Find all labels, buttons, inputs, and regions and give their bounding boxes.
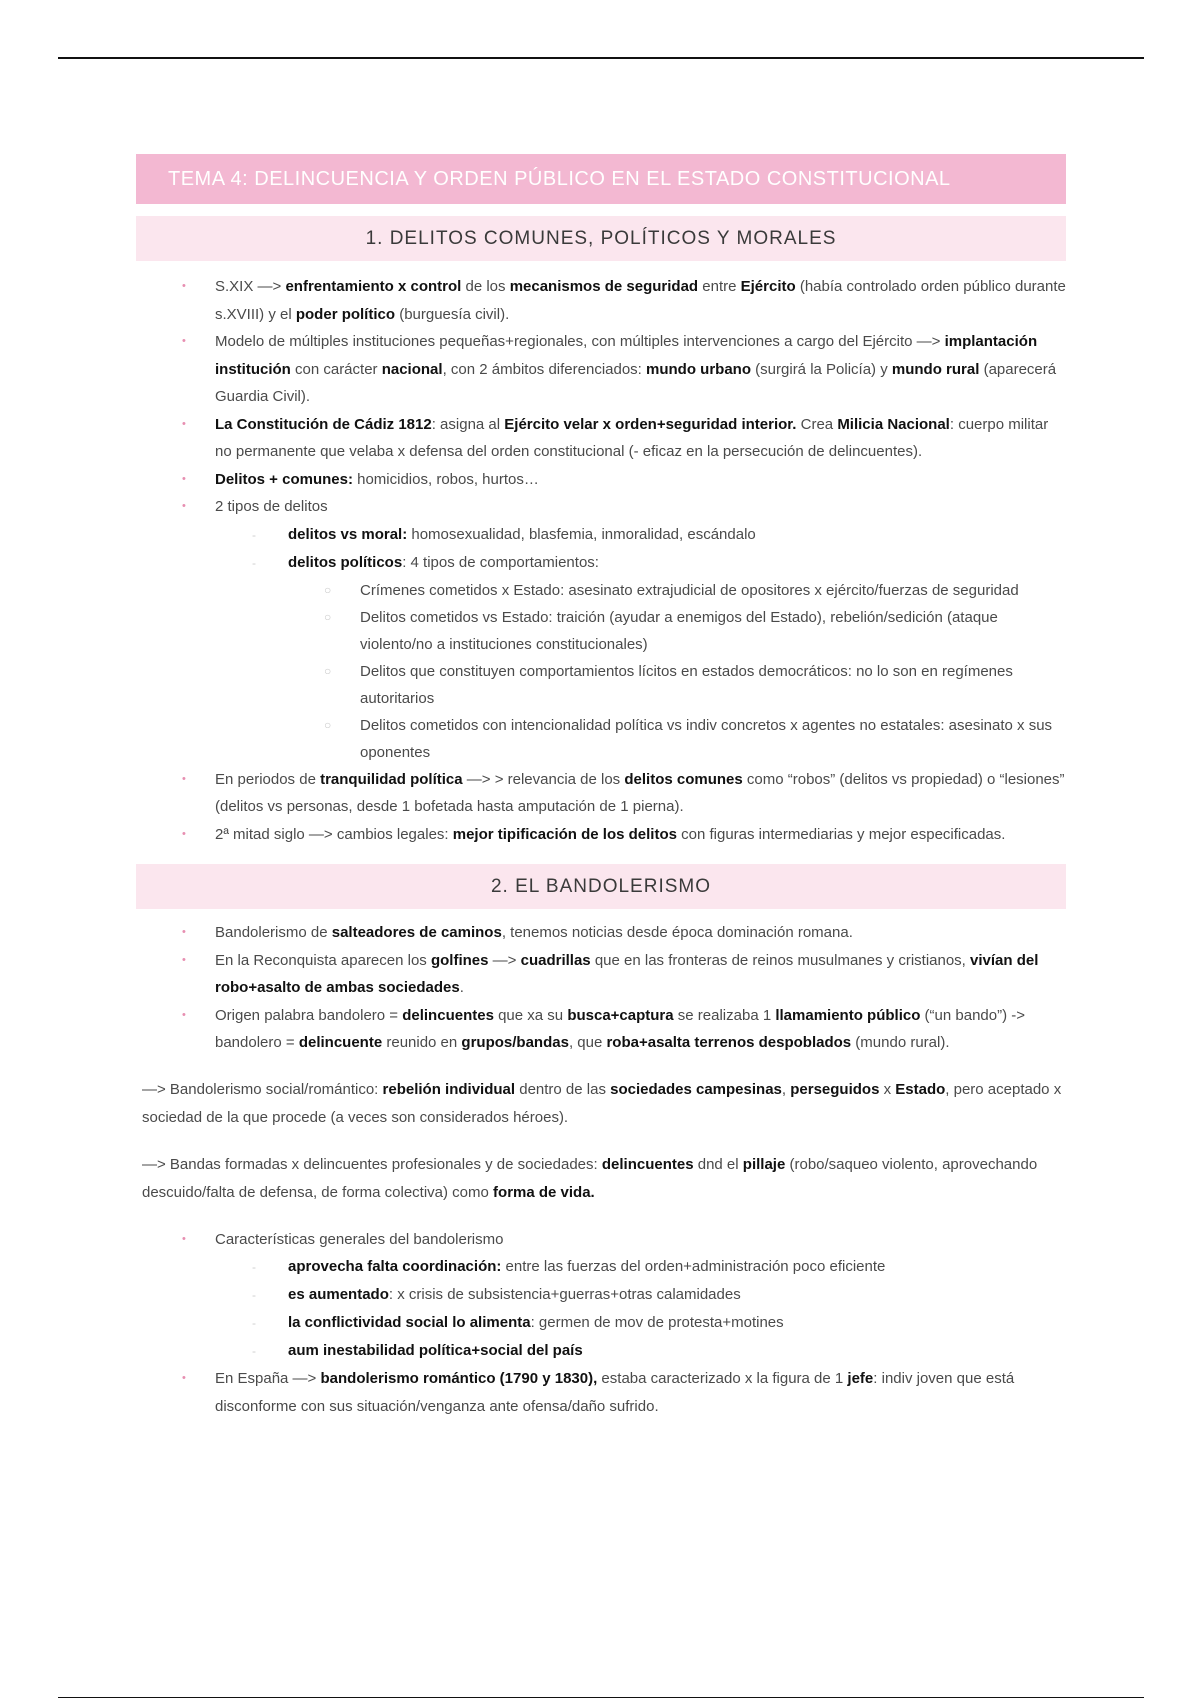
list-item: • Origen palabra bandolero = delincuentes que xa su busca+captura se realizaba 1 llamamiento público (“un bando”) -> bandolero = delincuente reunido en grupos/bandas, que roba+asalta terrenos despoblados (mundo rural). xyxy=(136,1002,1066,1057)
section-2-list-cont xyxy=(136,1226,1066,1421)
bullet-icon: • xyxy=(182,926,186,938)
bullet-icon: • xyxy=(182,772,186,785)
bullet-icon: • xyxy=(182,1372,186,1384)
sub-sub-list-item: ○ Crímenes cometidos x Estado: asesinato extrajudicial de opositores x ejército/fuerzas de seguridad xyxy=(136,577,1066,604)
circle-bullet-icon: ○ xyxy=(324,609,332,624)
bullet-icon: • xyxy=(182,827,186,840)
circle-bullet-icon: ○ xyxy=(324,717,332,732)
dash-bullet-icon: - xyxy=(252,1260,256,1274)
sub-list-item: - la conflictividad social lo alimenta: germen de mov de protesta+motines xyxy=(136,1309,1066,1337)
sub-sub-list-item: ○ Delitos cometidos vs Estado: traición (ayudar a enemigos del Estado), rebelión/sedición (ataque violento/no a instituciones constitucionales) xyxy=(136,604,1066,658)
dash-bullet-icon: - xyxy=(252,1316,256,1330)
bullet-icon: • xyxy=(182,500,186,512)
bullet-icon: • xyxy=(182,1008,186,1021)
section-1-list xyxy=(136,273,1066,848)
section-heading-2: 2. EL BANDOLERISMO xyxy=(136,864,1066,909)
sub-list-item: - delitos políticos: 4 tipos de comportamientos: xyxy=(136,549,1066,577)
bullet-icon: • xyxy=(182,417,186,430)
list-item: • 2 tipos de delitos xyxy=(136,493,1066,521)
circle-bullet-icon: ○ xyxy=(324,582,332,597)
sub-list-item: - aprovecha falta coordinación: entre las fuerzas del orden+administración poco eficiente xyxy=(136,1253,1066,1281)
sub-list-item: - aum inestabilidad política+social del país xyxy=(136,1337,1066,1365)
list-item: • 2ª mitad siglo —> cambios legales: mejor tipificación de los delitos con figuras intermediarias y mejor especificadas. xyxy=(136,821,1066,849)
paragraph: —> Bandolerismo social/romántico: rebelión individual dentro de las sociedades campesinas, perseguidos x Estado, pero aceptado x sociedad de la que procede (a veces son considerados héroes). xyxy=(142,1080,1062,1126)
sub-list-item: - delitos vs moral: homosexualidad, blasfemia, inmoralidad, escándalo xyxy=(136,521,1066,549)
list-item: • Modelo de múltiples instituciones pequeñas+regionales, con múltiples intervenciones a cargo del Ejército —> implantación institución con carácter nacional, con 2 ámbitos diferenciados: mundo urbano (surgirá la Policía) y mundo rural (aparecerá Guardia Civil). xyxy=(136,328,1066,411)
section-2-list xyxy=(136,919,1066,1057)
list-item: • Características generales del bandolerismo xyxy=(136,1226,1066,1254)
dash-bullet-icon: - xyxy=(252,555,256,570)
dash-bullet-icon: - xyxy=(252,527,256,542)
list-item: • S.XIX —> enfrentamiento x control de los mecanismos de seguridad entre Ejército (había controlado orden público durante s.XVIII) y el poder político (burguesía civil). xyxy=(136,273,1066,328)
paragraph: —> Bandas formadas x delincuentes profesionales y de sociedades: delincuentes dnd el pillaje (robo/saqueo violento, aprovechando descuido/falta de defensa, de forma colectiva) como forma de vida. xyxy=(142,1155,1038,1201)
section-heading-1: 1. DELITOS COMUNES, POLÍTICOS Y MORALES xyxy=(136,216,1066,261)
bullet-icon: • xyxy=(182,280,186,292)
sub-sub-list-item: ○ Delitos que constituyen comportamientos lícitos en estados democráticos: no lo son en regímenes autoritarios xyxy=(136,658,1066,712)
list-item: • En periodos de tranquilidad política —> > relevancia de los delitos comunes como “robos” (delitos vs propiedad) o “lesiones” (delitos vs personas, desde 1 bofetada hasta amputación de 1 pierna). xyxy=(136,766,1066,821)
dash-bullet-icon: - xyxy=(252,1288,256,1302)
bullet-icon: • xyxy=(182,472,186,485)
list-item: • La Constitución de Cádiz 1812: asigna al Ejército velar x orden+seguridad interior. Crea Milicia Nacional: cuerpo militar no permanente que velaba x defensa del orden constitucional (- eficaz en la persecución de delincuentes). xyxy=(136,411,1066,466)
sub-sub-list-item: ○ Delitos cometidos con intencionalidad política vs indiv concretos x agentes no estatales: asesinato x sus oponentes xyxy=(136,712,1066,766)
document-page xyxy=(136,154,1066,1420)
footer-rule xyxy=(58,1697,1144,1698)
bullet-icon: • xyxy=(182,1232,186,1245)
dash-bullet-icon: - xyxy=(252,1344,256,1358)
list-item: • En España —> bandolerismo romántico (1790 y 1830), estaba caracterizado x la figura de 1 jefe: indiv joven que está disconforme con sus situación/venganza ante ofensa/daño sufrido. xyxy=(136,1365,1066,1420)
circle-bullet-icon: ○ xyxy=(324,663,332,678)
bullet-icon: • xyxy=(182,953,186,966)
list-item: • En la Reconquista aparecen los golfines —> cuadrillas que en las fronteras de reinos musulmanes y cristianos, vivían del robo+asalto de ambas sociedades. xyxy=(136,947,1066,1002)
document-title: TEMA 4: DELINCUENCIA Y ORDEN PÚBLICO EN EL ESTADO CONSTITUCIONAL xyxy=(136,154,1066,204)
bullet-icon: • xyxy=(182,335,186,347)
sub-list-item: - es aumentado: x crisis de subsistencia+guerras+otras calamidades xyxy=(136,1281,1066,1309)
list-item: • Bandolerismo de salteadores de caminos, tenemos noticias desde época dominación romana. xyxy=(136,919,1066,947)
list-item: • Delitos + comunes: homicidios, robos, hurtos… xyxy=(136,466,1066,494)
header-rule xyxy=(58,57,1144,59)
